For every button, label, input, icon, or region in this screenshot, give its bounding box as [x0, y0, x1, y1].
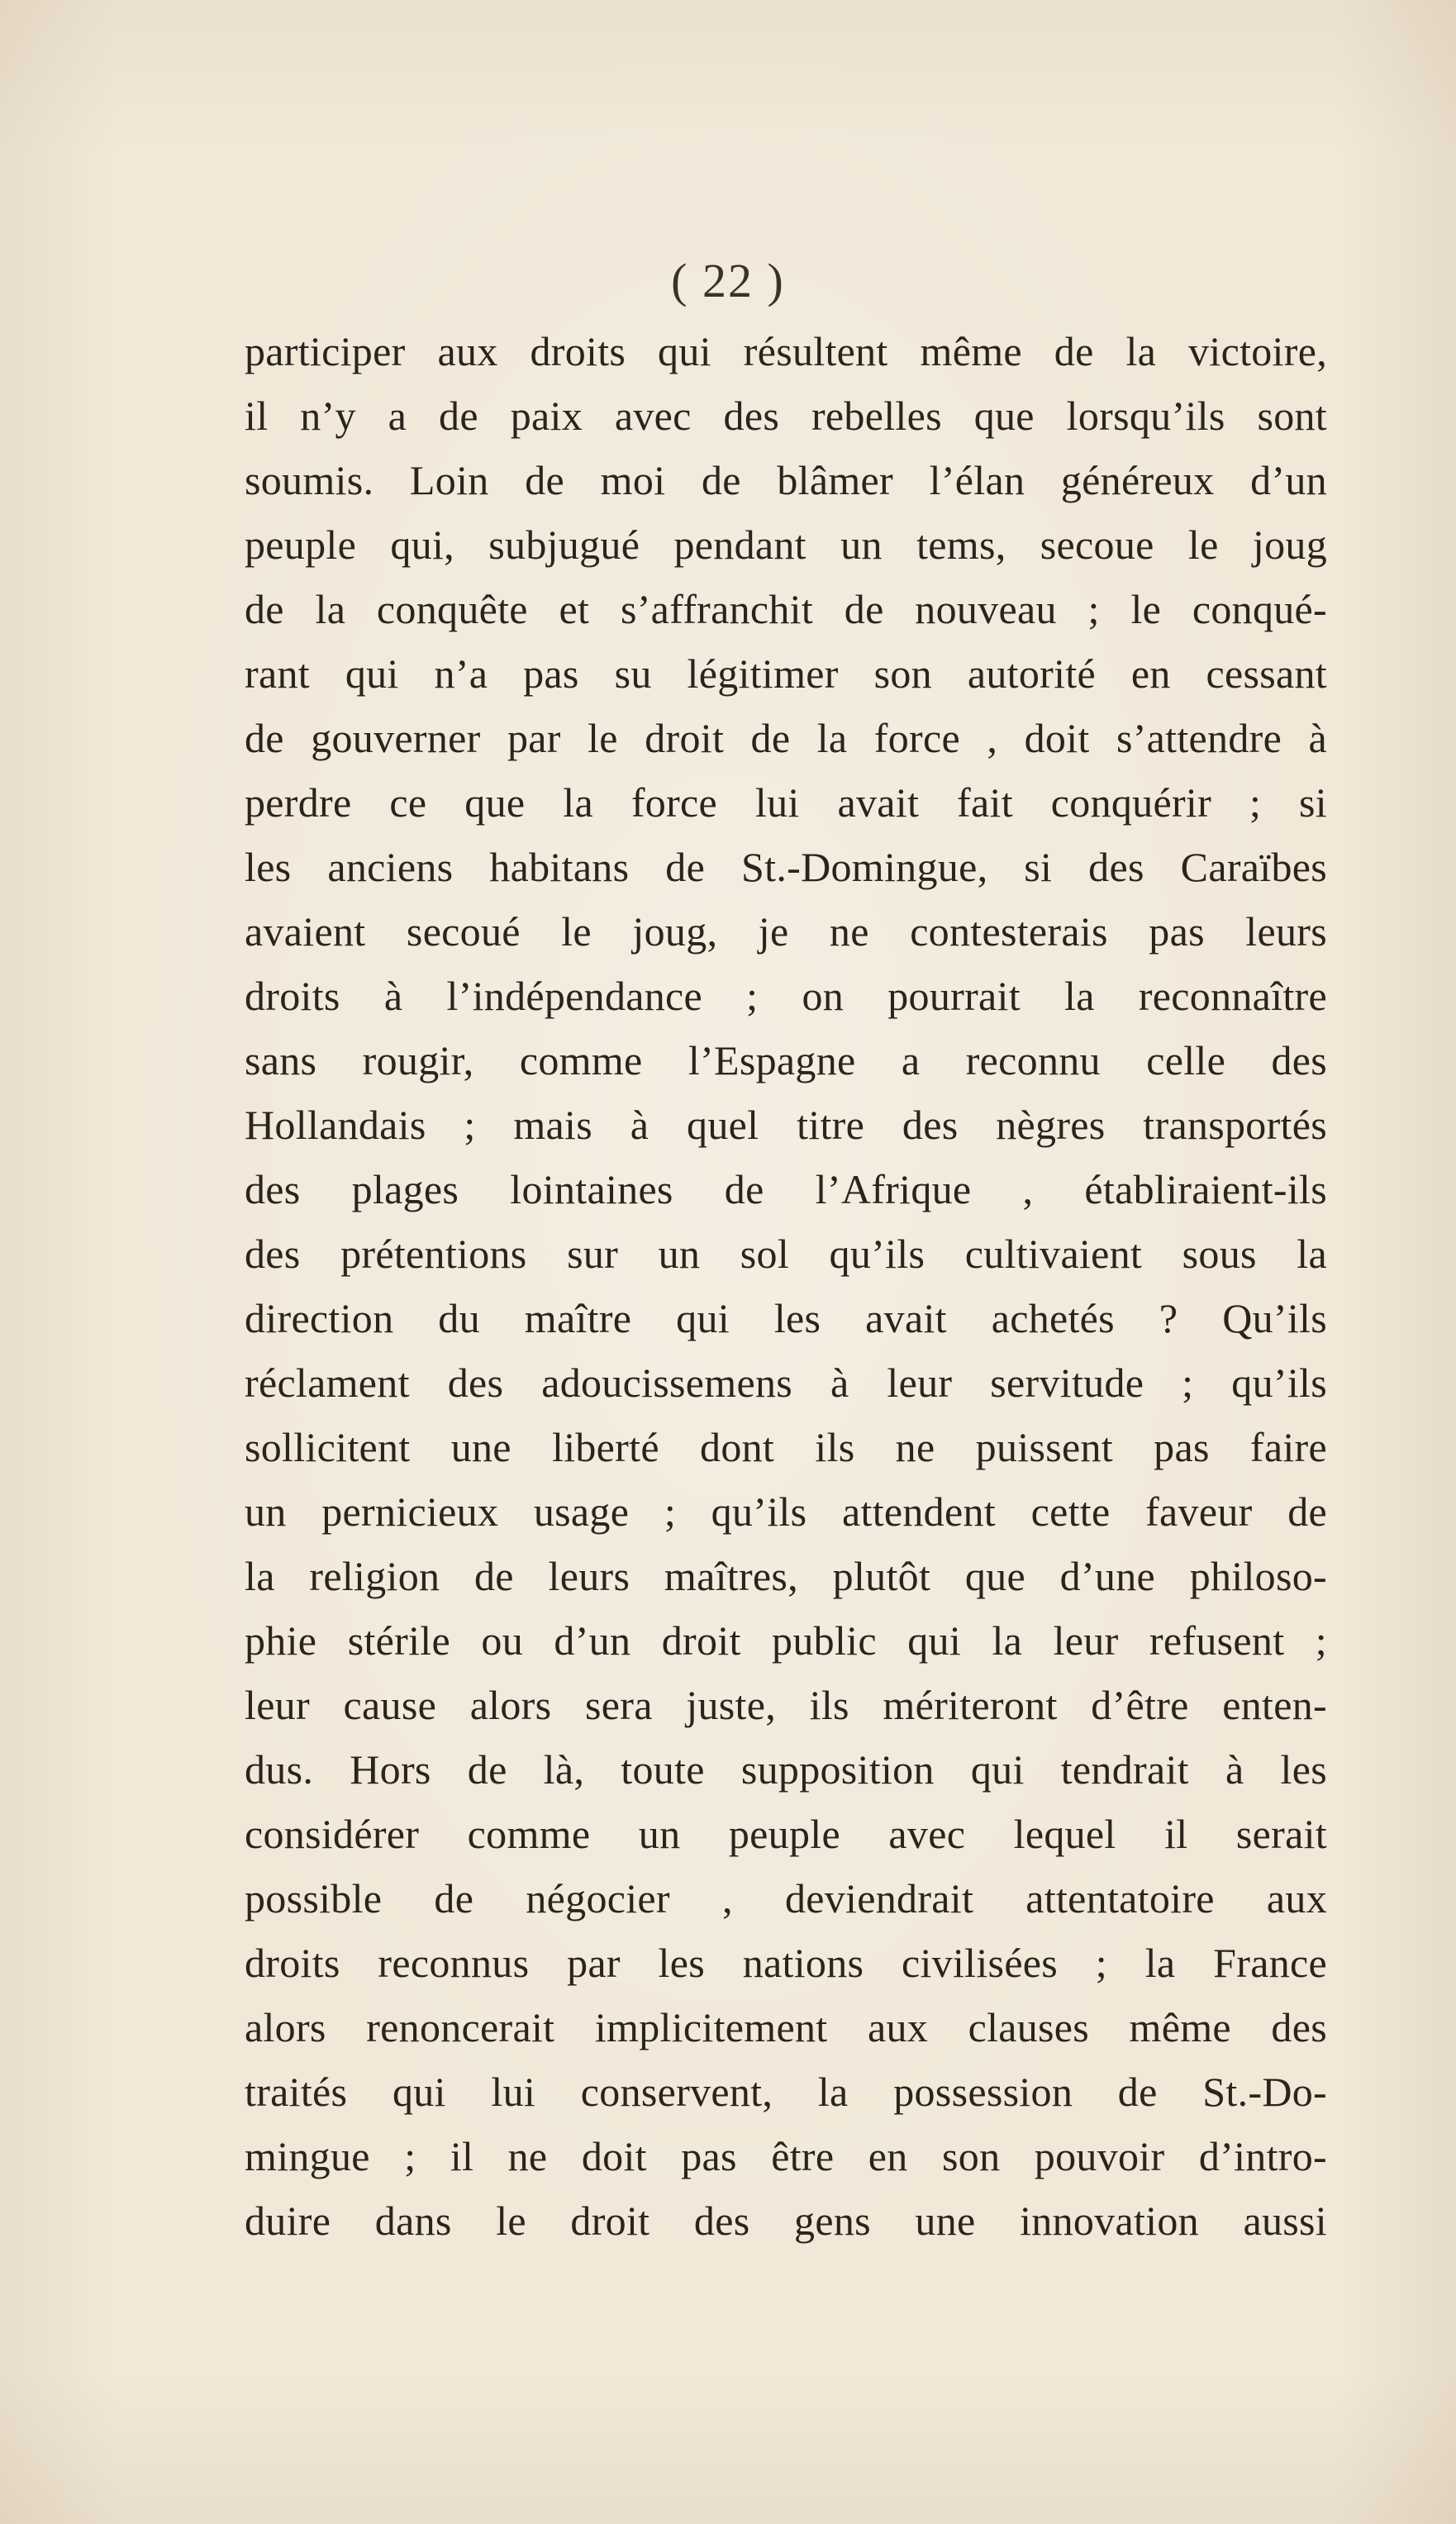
text-line: il n’y a de paix avec des rebelles que lorsqu’ils sont: [245, 393, 1327, 439]
text-line: sollicitent une liberté dont ils ne puissent pas faire: [245, 1424, 1327, 1470]
text-line: perdre ce que la force lui avait fait conquérir ; si: [245, 779, 1327, 826]
text-line: direction du maître qui les avait achetés ? Qu’ils: [245, 1295, 1327, 1341]
text-line: considérer comme un peuple avec lequel il serait: [245, 1811, 1327, 1857]
text-line: soumis. Loin de moi de blâmer l’élan généreux d’un: [245, 457, 1327, 503]
text-line: participer aux droits qui résultent même de la victoire,: [245, 328, 1327, 374]
text-line: duire dans le droit des gens une innovation aussi: [245, 2198, 1327, 2244]
text-line: leur cause alors sera juste, ils mériteront d’être enten-: [245, 1682, 1327, 1728]
text-line: droits reconnus par les nations civilisées ; la France: [245, 1940, 1327, 1986]
body-text: [245, 319, 1327, 2253]
text-line: traités qui lui conservent, la possession de St.-Do-: [245, 2069, 1327, 2115]
text-line: réclament des adoucissemens à leur servitude ; qu’ils: [245, 1360, 1327, 1406]
text-line: alors renoncerait implicitement aux clauses même des: [245, 2004, 1327, 2050]
text-line: un pernicieux usage ; qu’ils attendent cette faveur de: [245, 1488, 1327, 1535]
text-line: peuple qui, subjugué pendant un tems, secoue le joug: [245, 521, 1327, 568]
text-line: de la conquête et s’affranchit de nouveau ; le conqué-: [245, 586, 1327, 632]
text-line: des plages lointaines de l’Afrique , établiraient-ils: [245, 1166, 1327, 1212]
page-number: ( 22 ): [671, 254, 785, 307]
text-line: de gouverner par le droit de la force , doit s’attendre à: [245, 715, 1327, 761]
text-line: droits à l’indépendance ; on pourrait la reconnaître: [245, 973, 1327, 1019]
text-line: rant qui n’a pas su légitimer son autorité en cessant: [245, 650, 1327, 697]
text-line: des prétentions sur un sol qu’ils cultivaient sous la: [245, 1231, 1327, 1277]
text-line: phie stérile ou d’un droit public qui la leur refusent ;: [245, 1617, 1327, 1664]
text-line: Hollandais ; mais à quel titre des nègres transportés: [245, 1102, 1327, 1148]
text-line: la religion de leurs maîtres, plutôt que d’une philoso-: [245, 1553, 1327, 1599]
text-line: sans rougir, comme l’Espagne a reconnu celle des: [245, 1037, 1327, 1083]
text-line: possible de négocier , deviendrait attentatoire aux: [245, 1875, 1327, 1922]
text-line: les anciens habitans de St.-Domingue, si des Caraïbes: [245, 844, 1327, 890]
text-line: dus. Hors de là, toute supposition qui tendrait à les: [245, 1746, 1327, 1793]
text-line: avaient secoué le joug, je ne contesterais pas leurs: [245, 908, 1327, 955]
text-line: mingue ; il ne doit pas être en son pouvoir d’intro-: [245, 2133, 1327, 2179]
